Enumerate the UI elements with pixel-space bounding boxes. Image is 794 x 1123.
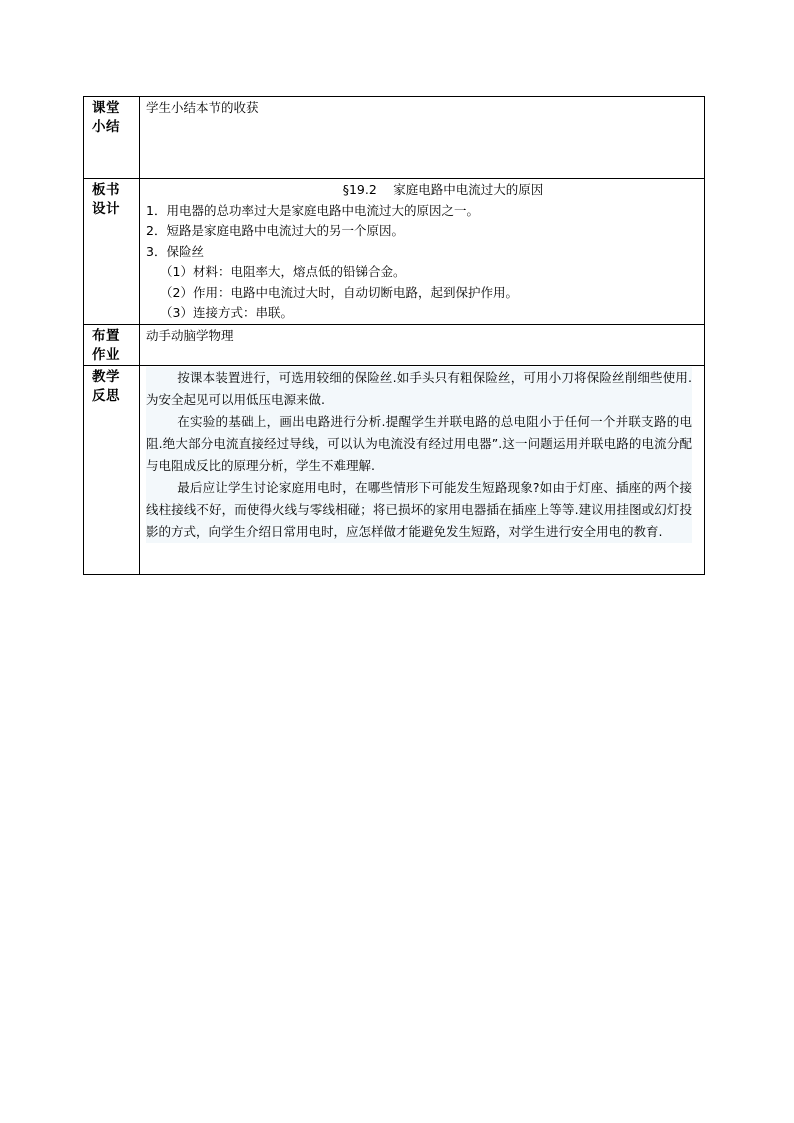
summary-label — [84, 97, 139, 137]
reflection-paragraph-3: 最后应让学生讨论家庭用电时，在哪些情形下可能发生短路现象?如由于灯座、插座的两个接线柱接线不好，而使得火线与零线相碰；将已损坏的家用电器插在插座上等等.建议用挂图或幻灯投影的方式，向学生介绍日常用电时，应怎样做才能避免发生短路，对学生进行安全用电的教育. — [146, 479, 692, 539]
reflection-content-cell — [140, 365, 705, 574]
board-design-row — [84, 179, 705, 325]
homework-content-cell — [140, 324, 705, 365]
homework-row — [84, 324, 705, 365]
homework-label-line1: 布置 — [92, 327, 120, 344]
homework-label-line2: 作业 — [92, 346, 120, 363]
board-item-1: 1．用电器的总功率过大是家庭电路中电流过大的原因之一。 — [146, 202, 479, 218]
reflection-row — [84, 365, 705, 574]
reflection-text-box — [146, 367, 692, 543]
reflection-paragraph-2: 在实验的基础上，画出电路进行分析.提醒学生并联电路的总电阻小于任何一个并联支路的电阻.绝大部分电流直接经过导线，可以认为电流没有经过用电器”.这一问题运用并联电路的电流分配与电阻成反比的原理分析，学生不难理解. — [146, 413, 692, 473]
board-label-line2: 设计 — [92, 201, 120, 217]
summary-content-cell — [140, 97, 705, 179]
homework-label — [84, 325, 139, 365]
reflection-content — [140, 366, 704, 543]
reflection-label — [84, 366, 139, 406]
board-label-line1: 板书 — [92, 182, 120, 198]
board-label-cell — [84, 179, 140, 325]
reflection-label-cell — [84, 365, 140, 574]
board-title: §19.2 家庭电路中电流过大的原因 — [342, 182, 544, 197]
summary-text: 学生小结本节的收获 — [146, 100, 259, 115]
board-label — [84, 179, 139, 219]
board-subitem-2: （2）作用：电路中电流过大时，自动切断电路，起到保护作用。 — [160, 284, 518, 300]
lesson-plan-table — [83, 96, 705, 575]
board-content — [140, 179, 704, 324]
board-subitem-1: （1）材料：电阻率大，熔点低的铅锑合金。 — [160, 264, 406, 279]
board-item-2: 2．短路是家庭电路中电流过大的另一个原因。 — [146, 223, 404, 238]
homework-label-cell — [84, 324, 140, 365]
board-content-cell — [140, 179, 705, 325]
summary-label-cell — [84, 97, 140, 179]
board-item-3: 3．保险丝 — [146, 243, 204, 259]
reflection-label-line2: 反思 — [92, 387, 120, 404]
summary-label-line1: 课堂 — [92, 100, 120, 116]
homework-text: 动手动脑学物理 — [146, 327, 234, 343]
reflection-paragraph-1: 按课本装置进行，可选用较细的保险丝.如手头只有粗保险丝，可用小刀将保险丝削细些使用.为安全起见可以用低压电源来做. — [146, 369, 692, 407]
summary-row — [84, 97, 705, 179]
summary-label-line2: 小结 — [92, 119, 120, 135]
reflection-label-line1: 教学 — [92, 368, 120, 385]
board-subitem-3: （3）连接方式：串联。 — [160, 305, 293, 320]
